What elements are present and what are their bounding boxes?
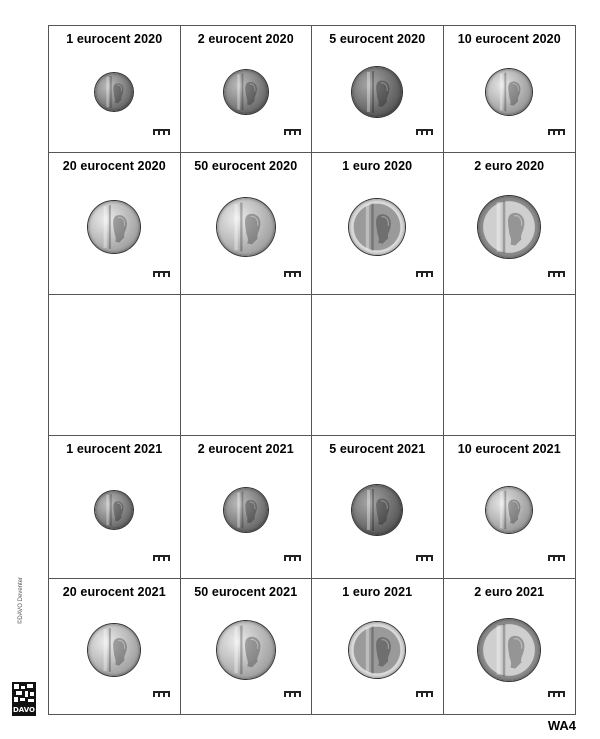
slot-marker-icon bbox=[284, 548, 301, 554]
coin-image bbox=[486, 487, 532, 533]
coin-slot bbox=[181, 436, 313, 578]
slot-marker-icon bbox=[284, 684, 301, 690]
coin-image bbox=[478, 196, 540, 258]
coin-label: 5 eurocent 2021 bbox=[329, 442, 426, 456]
slot-marker-icon bbox=[284, 264, 301, 270]
slot-marker-icon bbox=[153, 264, 170, 270]
coin-slot bbox=[444, 26, 576, 152]
slot-marker-icon bbox=[548, 684, 565, 690]
album-row bbox=[49, 436, 575, 579]
coin-image bbox=[352, 67, 402, 117]
slot-marker-icon bbox=[548, 264, 565, 270]
coin-label: 2 eurocent 2021 bbox=[197, 442, 294, 456]
coin-slot bbox=[444, 436, 576, 578]
slot-marker-icon bbox=[416, 548, 433, 554]
coin-label: 1 eurocent 2020 bbox=[66, 32, 163, 46]
coin-slot bbox=[49, 26, 181, 152]
album-row bbox=[49, 153, 575, 295]
davo-logo bbox=[12, 682, 36, 716]
coin-slot bbox=[49, 579, 181, 715]
coin-slot bbox=[444, 153, 576, 294]
empty-slot bbox=[312, 295, 444, 435]
coin-image bbox=[224, 488, 268, 532]
coin-label: 1 euro 2021 bbox=[342, 585, 413, 599]
coin-label: 5 eurocent 2020 bbox=[329, 32, 426, 46]
coin-label: 50 eurocent 2020 bbox=[194, 159, 298, 173]
svg-text:DAVO: DAVO bbox=[13, 706, 35, 714]
coin-slot bbox=[312, 436, 444, 578]
coin-image bbox=[349, 199, 405, 255]
coin-slot bbox=[49, 153, 181, 294]
coin-image bbox=[352, 485, 402, 535]
coin-image bbox=[88, 201, 140, 253]
coin-image bbox=[224, 70, 268, 114]
coin-label: 2 euro 2020 bbox=[474, 159, 545, 173]
coin-label: 1 eurocent 2021 bbox=[66, 442, 163, 456]
slot-marker-icon bbox=[153, 122, 170, 128]
coin-label: 10 eurocent 2020 bbox=[457, 32, 561, 46]
coin-slot bbox=[312, 153, 444, 294]
coin-slot bbox=[181, 579, 313, 715]
coin-slot bbox=[312, 579, 444, 715]
coin-album-grid bbox=[48, 25, 576, 715]
coin-image bbox=[95, 73, 133, 111]
coin-image bbox=[349, 622, 405, 678]
coin-image bbox=[95, 491, 133, 529]
album-row bbox=[49, 579, 575, 715]
coin-image bbox=[217, 621, 275, 679]
coin-slot bbox=[444, 579, 576, 715]
slot-marker-icon bbox=[548, 548, 565, 554]
copyright-text: ©DAVO Deventer bbox=[18, 577, 24, 624]
slot-marker-icon bbox=[153, 548, 170, 554]
coin-label: 1 euro 2020 bbox=[342, 159, 413, 173]
coin-label: 10 eurocent 2021 bbox=[457, 442, 561, 456]
coin-label: 50 eurocent 2021 bbox=[194, 585, 298, 599]
coin-label: 20 eurocent 2021 bbox=[62, 585, 166, 599]
coin-slot bbox=[181, 153, 313, 294]
coin-slot bbox=[312, 26, 444, 152]
coin-label: 20 eurocent 2020 bbox=[62, 159, 166, 173]
slot-marker-icon bbox=[416, 122, 433, 128]
empty-slot bbox=[444, 295, 576, 435]
slot-marker-icon bbox=[153, 684, 170, 690]
empty-slot bbox=[49, 295, 181, 435]
empty-slot bbox=[181, 295, 313, 435]
coin-label: 2 euro 2021 bbox=[474, 585, 545, 599]
coin-image bbox=[217, 198, 275, 256]
slot-marker-icon bbox=[416, 264, 433, 270]
coin-slot bbox=[181, 26, 313, 152]
album-row bbox=[49, 295, 575, 436]
coin-image bbox=[486, 69, 532, 115]
album-row bbox=[49, 26, 575, 153]
slot-marker-icon bbox=[416, 684, 433, 690]
coin-image bbox=[88, 624, 140, 676]
coin-label: 2 eurocent 2020 bbox=[197, 32, 294, 46]
slot-marker-icon bbox=[548, 122, 565, 128]
slot-marker-icon bbox=[284, 122, 301, 128]
page-code: WA4 bbox=[547, 718, 576, 733]
coin-image bbox=[478, 619, 540, 681]
coin-slot bbox=[49, 436, 181, 578]
